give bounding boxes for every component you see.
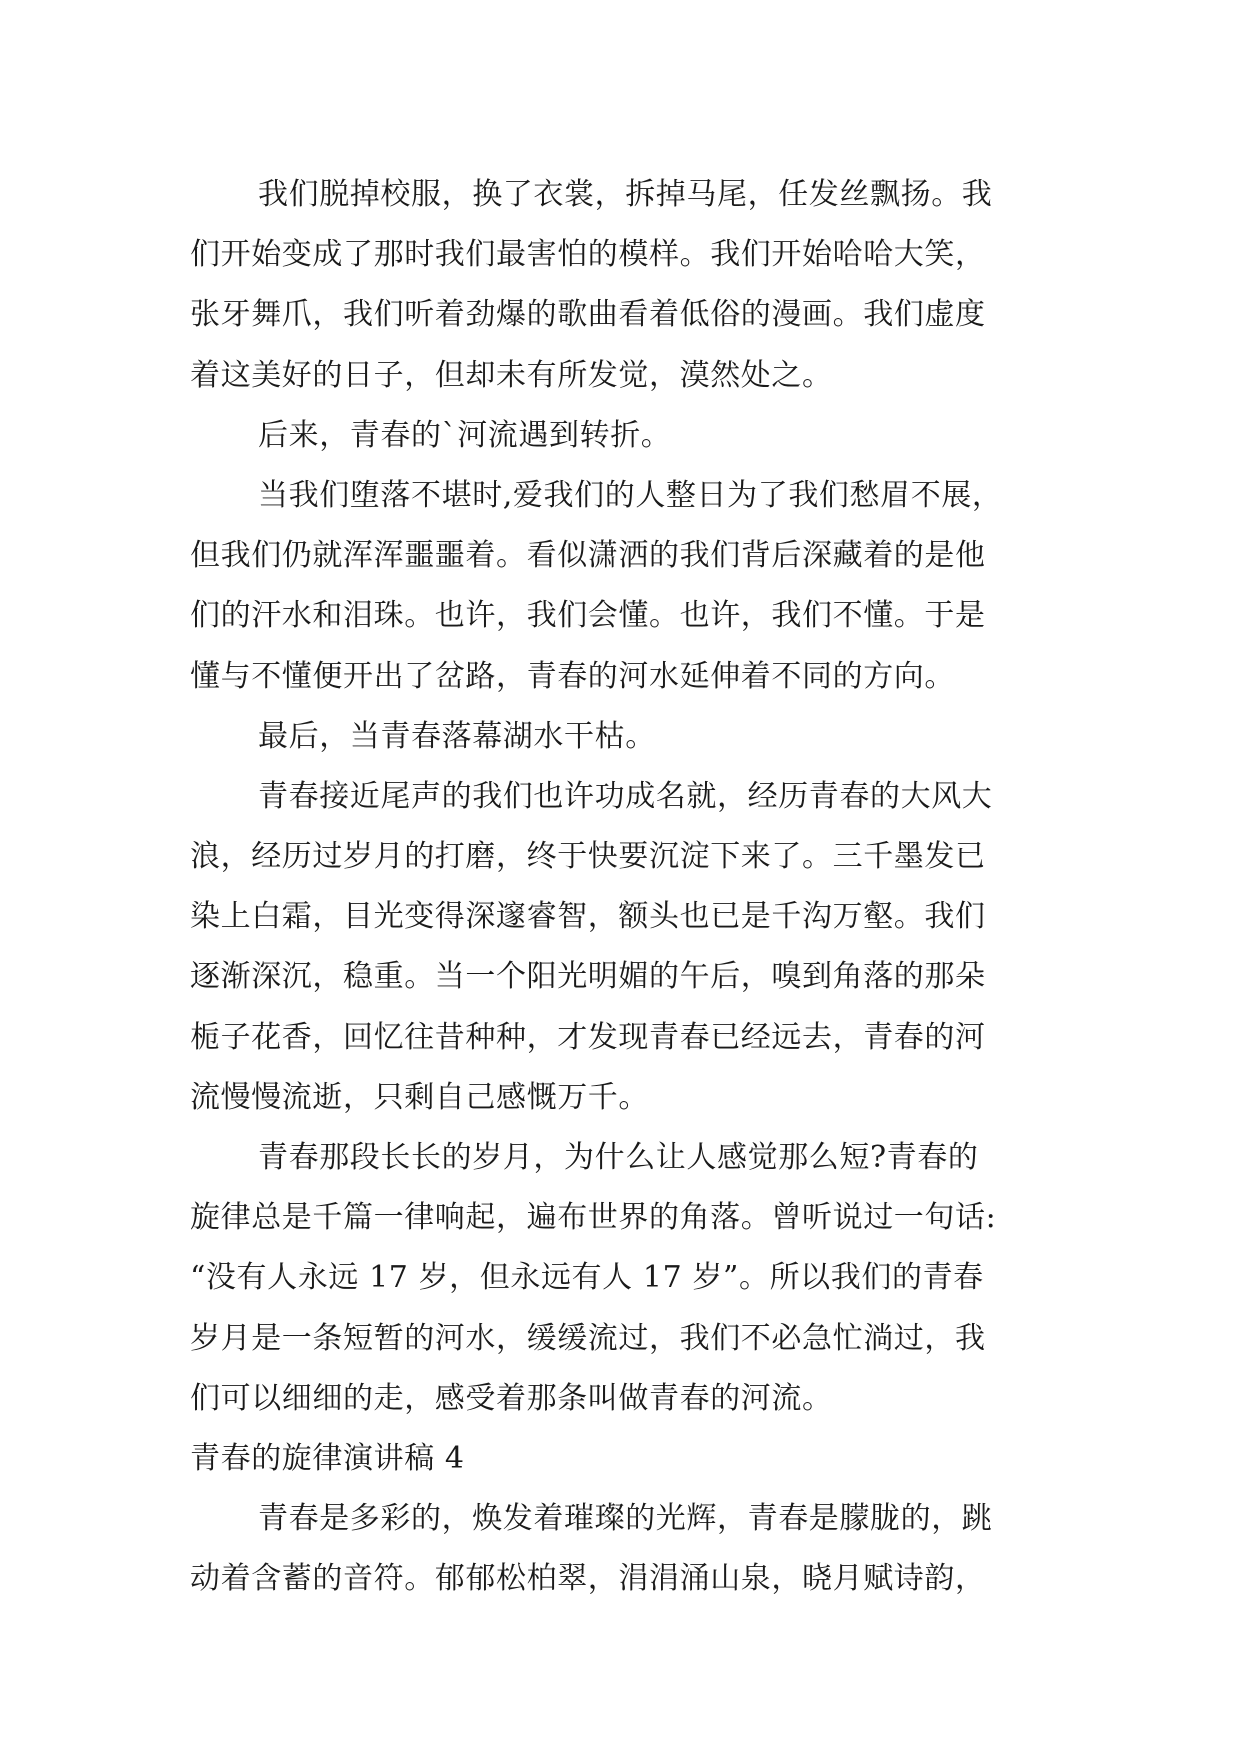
text-line: 张牙舞爪，我们听着劲爆的歌曲看着低俗的漫画。我们虚度 <box>190 297 986 333</box>
text-line: 但我们仍就浑浑噩噩着。看似潇洒的我们背后深藏着的是他 <box>190 538 986 574</box>
text-line: 岁月是一条短暂的河水，缓缓流过，我们不必急忙淌过，我 <box>190 1320 986 1356</box>
text-line: 当我们堕落不堪时,爱我们的人整日为了我们愁眉不展， <box>258 477 1003 513</box>
text-line: 我们脱掉校服，换了衣裳，拆掉马尾，任发丝飘扬。我 <box>258 177 993 212</box>
text-line: 青春接近尾声的我们也许功成名就，经历青春的大风大 <box>258 778 993 814</box>
text-line: 染上白霜，目光变得深邃睿智，额头也已是千沟万壑。我们 <box>190 899 986 935</box>
document-body <box>190 165 1048 1610</box>
text-line: 后来，青春的`河流遇到转折。 <box>258 417 672 453</box>
text-line: 浪，经历过岁月的打磨，终于快要沉淀下来了。三千墨发已 <box>190 839 986 875</box>
text-line: 青春是多彩的，焕发着璀璨的光辉，青春是朦胧的，跳 <box>258 1501 993 1537</box>
text-line: 们可以细细的走，感受着那条叫做青春的河流。 <box>190 1380 833 1416</box>
section-heading: 青春的旋律演讲稿 4 <box>190 1440 465 1476</box>
text-line: 旋律总是千篇一律响起，遍布世界的角落。曾听说过一句话: <box>190 1200 997 1236</box>
text-line: 动着含蓄的音符。郁郁松柏翠，涓涓涌山泉，晓月赋诗韵， <box>190 1561 986 1597</box>
text-line: 着这美好的日子，但却未有所发觉，漠然处之。 <box>190 357 833 393</box>
text-line: 栀子花香，回忆往昔种种，才发现青春已经远去，青春的河 <box>190 1019 986 1055</box>
text-line: 懂与不懂便开出了岔路，青春的河水延伸着不同的方向。 <box>190 658 955 694</box>
text-line: 们开始变成了那时我们最害怕的模样。我们开始哈哈大笑， <box>190 237 986 273</box>
text-line: 最后，当青春落幕湖水干枯。 <box>258 718 656 754</box>
text-line: 逐渐深沉，稳重。当一个阳光明媚的午后，嗅到角落的那朵 <box>190 959 986 995</box>
text-line: 青春那段长长的岁月，为什么让人感觉那么短?青春的 <box>258 1140 979 1175</box>
text-line: 们的汗水和泪珠。也许，我们会懂。也许，我们不懂。于是 <box>190 598 986 634</box>
text-line: 流慢慢流逝，只剩自己感慨万千。 <box>190 1079 649 1115</box>
text-line: “没有人永远 17 岁，但永远有人 17 岁”。所以我们的青春 <box>190 1260 984 1296</box>
